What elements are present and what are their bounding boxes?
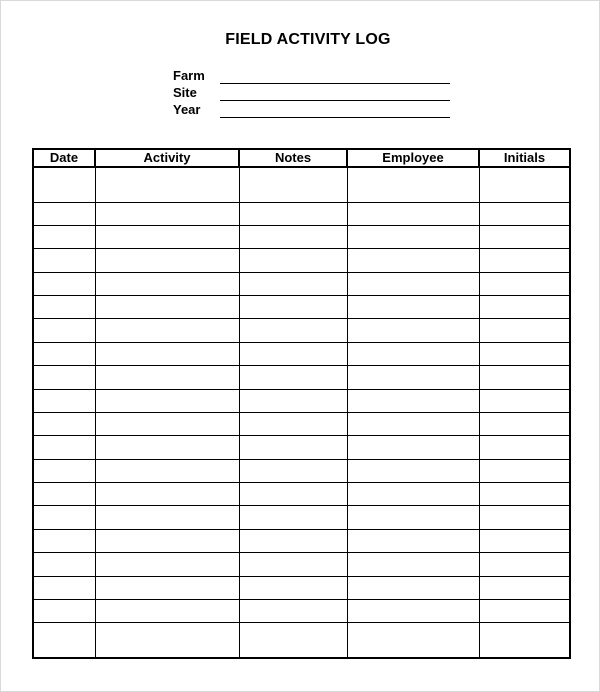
cell-activity[interactable] bbox=[95, 389, 239, 412]
cell-activity[interactable] bbox=[95, 272, 239, 295]
cell-date[interactable] bbox=[33, 576, 95, 599]
column-header-employee: Employee bbox=[347, 149, 479, 167]
cell-employee[interactable] bbox=[347, 225, 479, 248]
table-row bbox=[33, 389, 570, 412]
cell-notes[interactable] bbox=[239, 483, 347, 506]
table-row bbox=[33, 599, 570, 622]
cell-date[interactable] bbox=[33, 553, 95, 576]
cell-activity[interactable] bbox=[95, 202, 239, 225]
table-row bbox=[33, 272, 570, 295]
column-header-activity: Activity bbox=[95, 149, 239, 167]
year-label: Year bbox=[173, 102, 201, 117]
cell-initials[interactable] bbox=[479, 202, 570, 225]
cell-notes[interactable] bbox=[239, 272, 347, 295]
cell-notes[interactable] bbox=[239, 529, 347, 552]
cell-date[interactable] bbox=[33, 389, 95, 412]
cell-employee[interactable] bbox=[347, 459, 479, 482]
table-row bbox=[33, 167, 570, 202]
cell-activity[interactable] bbox=[95, 529, 239, 552]
cell-activity[interactable] bbox=[95, 366, 239, 389]
activity-log-table bbox=[32, 148, 571, 659]
cell-employee[interactable] bbox=[347, 483, 479, 506]
cell-activity[interactable] bbox=[95, 553, 239, 576]
column-header-notes: Notes bbox=[239, 149, 347, 167]
cell-initials[interactable] bbox=[479, 459, 570, 482]
cell-notes[interactable] bbox=[239, 366, 347, 389]
cell-activity[interactable] bbox=[95, 599, 239, 622]
cell-date[interactable] bbox=[33, 506, 95, 529]
cell-employee[interactable] bbox=[347, 506, 479, 529]
table-row bbox=[33, 296, 570, 319]
table-row bbox=[33, 553, 570, 576]
cell-activity[interactable] bbox=[95, 319, 239, 342]
cell-notes[interactable] bbox=[239, 389, 347, 412]
table-row bbox=[33, 319, 570, 342]
cell-activity[interactable] bbox=[95, 436, 239, 459]
cell-notes[interactable] bbox=[239, 576, 347, 599]
cell-employee[interactable] bbox=[347, 389, 479, 412]
cell-employee[interactable] bbox=[347, 366, 479, 389]
cell-initials[interactable] bbox=[479, 167, 570, 202]
table-row bbox=[33, 225, 570, 248]
table-row bbox=[33, 506, 570, 529]
cell-employee[interactable] bbox=[347, 529, 479, 552]
year-input[interactable] bbox=[220, 117, 450, 118]
cell-activity[interactable] bbox=[95, 225, 239, 248]
cell-employee[interactable] bbox=[347, 342, 479, 365]
cell-date[interactable] bbox=[33, 202, 95, 225]
cell-employee[interactable] bbox=[347, 412, 479, 435]
cell-initials[interactable] bbox=[479, 342, 570, 365]
cell-initials[interactable] bbox=[479, 389, 570, 412]
cell-employee[interactable] bbox=[347, 167, 479, 202]
cell-initials[interactable] bbox=[479, 576, 570, 599]
cell-notes[interactable] bbox=[239, 342, 347, 365]
cell-activity[interactable] bbox=[95, 576, 239, 599]
cell-notes[interactable] bbox=[239, 506, 347, 529]
cell-initials[interactable] bbox=[479, 366, 570, 389]
cell-employee[interactable] bbox=[347, 623, 479, 658]
cell-initials[interactable] bbox=[479, 296, 570, 319]
cell-date[interactable] bbox=[33, 272, 95, 295]
cell-activity[interactable] bbox=[95, 342, 239, 365]
table-row bbox=[33, 459, 570, 482]
cell-date[interactable] bbox=[33, 529, 95, 552]
cell-initials[interactable] bbox=[479, 319, 570, 342]
table-header-row bbox=[33, 149, 570, 167]
cell-notes[interactable] bbox=[239, 202, 347, 225]
cell-notes[interactable] bbox=[239, 459, 347, 482]
cell-activity[interactable] bbox=[95, 623, 239, 658]
cell-employee[interactable] bbox=[347, 319, 479, 342]
cell-date[interactable] bbox=[33, 599, 95, 622]
cell-notes[interactable] bbox=[239, 553, 347, 576]
cell-notes[interactable] bbox=[239, 599, 347, 622]
table-row bbox=[33, 202, 570, 225]
cell-date[interactable] bbox=[33, 342, 95, 365]
site-input[interactable] bbox=[220, 100, 450, 101]
cell-date[interactable] bbox=[33, 483, 95, 506]
column-header-date: Date bbox=[33, 149, 95, 167]
cell-employee[interactable] bbox=[347, 272, 479, 295]
cell-employee[interactable] bbox=[347, 202, 479, 225]
cell-activity[interactable] bbox=[95, 459, 239, 482]
cell-activity[interactable] bbox=[95, 412, 239, 435]
cell-initials[interactable] bbox=[479, 436, 570, 459]
cell-notes[interactable] bbox=[239, 296, 347, 319]
farm-input[interactable] bbox=[220, 83, 450, 84]
cell-date[interactable] bbox=[33, 167, 95, 202]
table-row bbox=[33, 436, 570, 459]
table-row bbox=[33, 342, 570, 365]
table-row bbox=[33, 529, 570, 552]
cell-date[interactable] bbox=[33, 623, 95, 658]
table-row bbox=[33, 576, 570, 599]
table-row bbox=[33, 483, 570, 506]
cell-initials[interactable] bbox=[479, 623, 570, 658]
cell-employee[interactable] bbox=[347, 599, 479, 622]
cell-employee[interactable] bbox=[347, 576, 479, 599]
site-label: Site bbox=[173, 85, 197, 100]
cell-activity[interactable] bbox=[95, 483, 239, 506]
cell-date[interactable] bbox=[33, 412, 95, 435]
cell-employee[interactable] bbox=[347, 436, 479, 459]
cell-initials[interactable] bbox=[479, 249, 570, 272]
cell-activity[interactable] bbox=[95, 296, 239, 319]
cell-initials[interactable] bbox=[479, 529, 570, 552]
cell-activity[interactable] bbox=[95, 506, 239, 529]
cell-date[interactable] bbox=[33, 225, 95, 248]
cell-notes[interactable] bbox=[239, 319, 347, 342]
cell-notes[interactable] bbox=[239, 412, 347, 435]
cell-initials[interactable] bbox=[479, 553, 570, 576]
table-row bbox=[33, 412, 570, 435]
cell-notes[interactable] bbox=[239, 225, 347, 248]
cell-employee[interactable] bbox=[347, 553, 479, 576]
cell-date[interactable] bbox=[33, 366, 95, 389]
cell-initials[interactable] bbox=[479, 506, 570, 529]
cell-initials[interactable] bbox=[479, 483, 570, 506]
cell-date[interactable] bbox=[33, 296, 95, 319]
table-row bbox=[33, 249, 570, 272]
cell-employee[interactable] bbox=[347, 296, 479, 319]
farm-label: Farm bbox=[173, 68, 205, 83]
cell-notes[interactable] bbox=[239, 436, 347, 459]
cell-notes[interactable] bbox=[239, 623, 347, 658]
cell-initials[interactable] bbox=[479, 225, 570, 248]
page-title: FIELD ACTIVITY LOG bbox=[225, 31, 391, 48]
cell-date[interactable] bbox=[33, 319, 95, 342]
cell-date[interactable] bbox=[33, 249, 95, 272]
cell-employee[interactable] bbox=[347, 249, 479, 272]
cell-notes[interactable] bbox=[239, 167, 347, 202]
cell-activity[interactable] bbox=[95, 167, 239, 202]
cell-initials[interactable] bbox=[479, 599, 570, 622]
table-body bbox=[33, 167, 570, 658]
column-header-initials: Initials bbox=[479, 149, 570, 167]
cell-initials[interactable] bbox=[479, 412, 570, 435]
table-row bbox=[33, 366, 570, 389]
cell-activity[interactable] bbox=[95, 249, 239, 272]
table-row bbox=[33, 623, 570, 658]
cell-date[interactable] bbox=[33, 436, 95, 459]
cell-date[interactable] bbox=[33, 459, 95, 482]
cell-initials[interactable] bbox=[479, 272, 570, 295]
cell-notes[interactable] bbox=[239, 249, 347, 272]
